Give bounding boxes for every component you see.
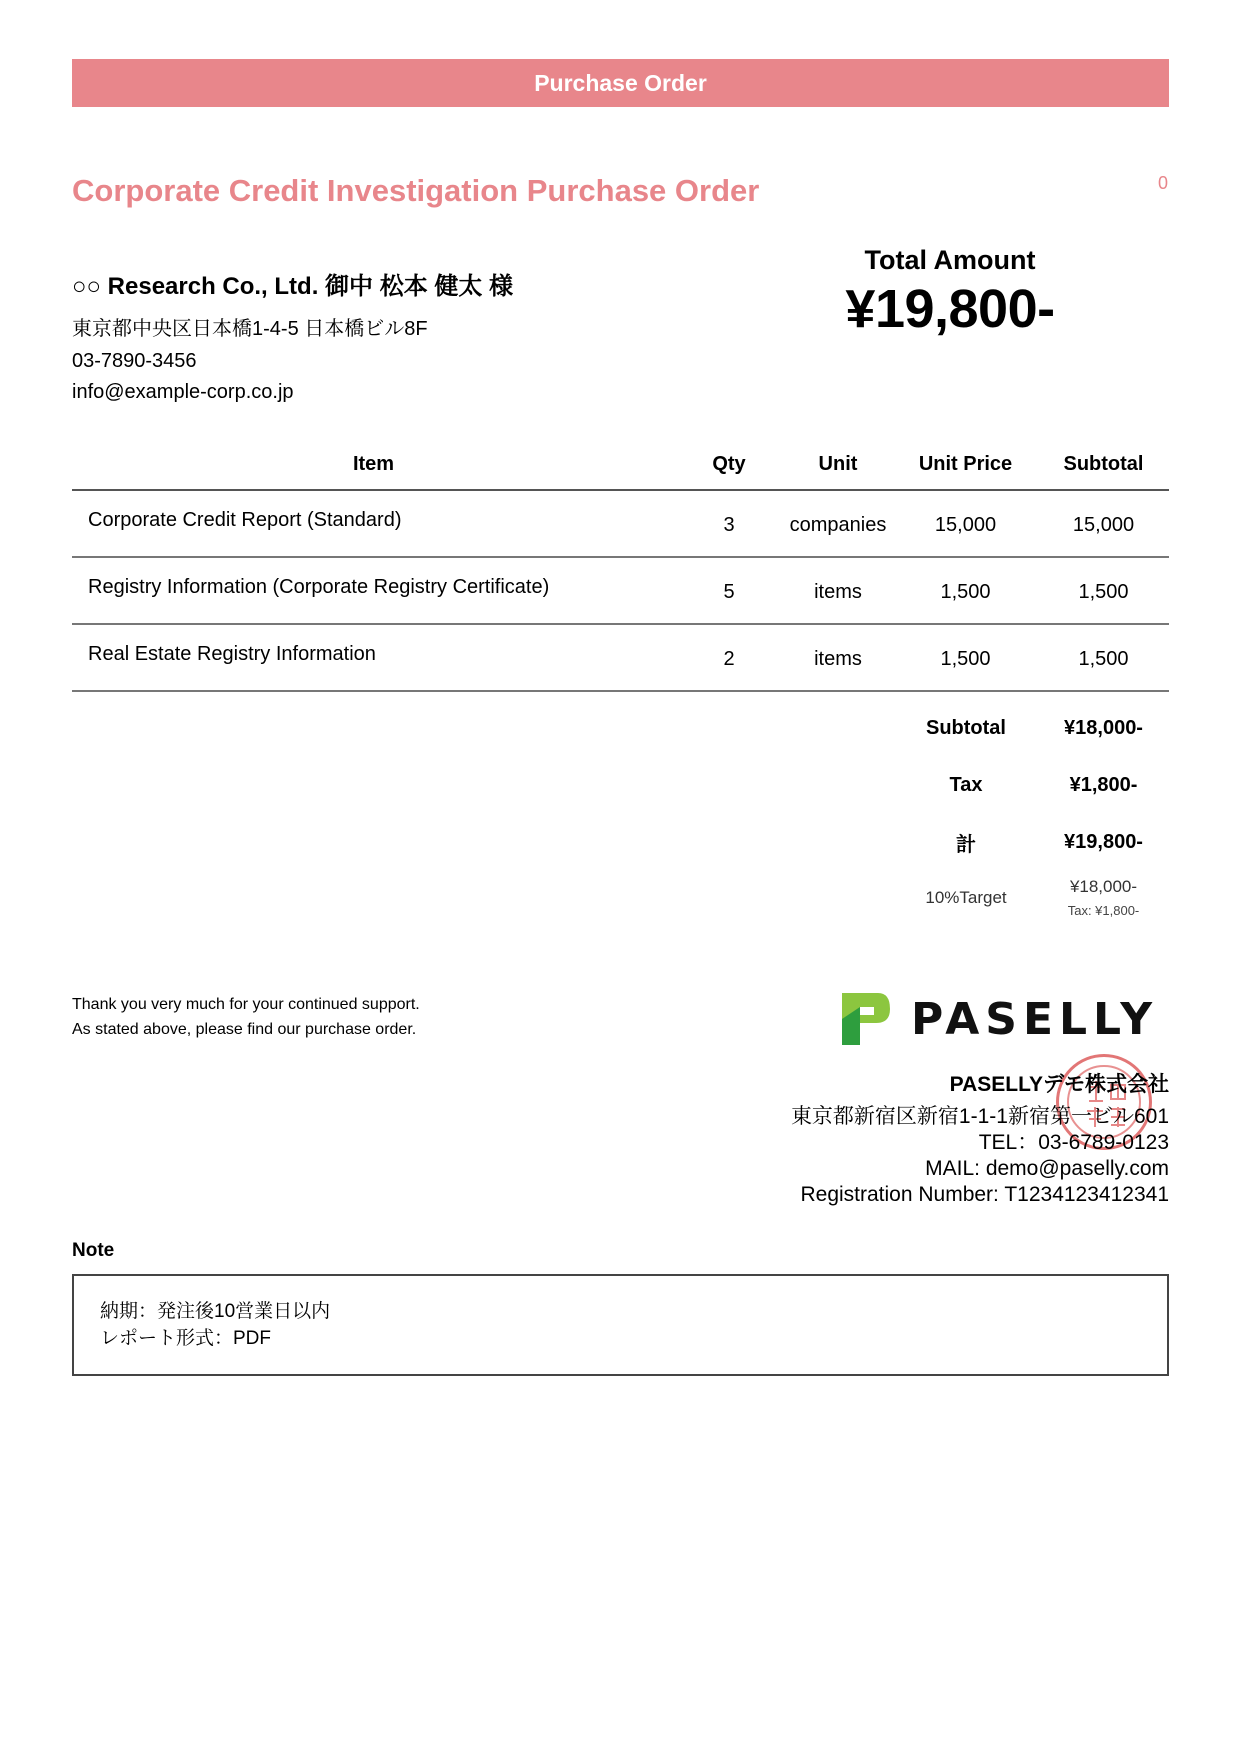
total-amount-label: Total Amount (864, 245, 1036, 275)
header-subtotal: Subtotal (1038, 440, 1169, 490)
row-item: Corporate Credit Report (Standard) (72, 490, 675, 557)
header-qty: Qty (675, 440, 783, 490)
document-number: 0 (1158, 173, 1169, 193)
summary-tax-label: Tax (949, 774, 983, 796)
row-qty: 3 (675, 490, 783, 557)
recipient-address: 東京都中央区日本橋1-4-5 日本橋ビル8F (72, 318, 428, 340)
recipient-phone: 03-7890-3456 (72, 350, 197, 372)
summary-tax-row (894, 757, 1169, 814)
table-row (72, 624, 1169, 691)
row-unit-price: 15,000 (893, 490, 1038, 557)
document-banner (72, 59, 1169, 107)
issuer-mail: MAIL: demo@paselly.com (925, 1157, 1169, 1180)
header-unit: Unit (783, 440, 893, 490)
tax-rate-label: 10%Target (925, 887, 1007, 907)
items-table (72, 440, 1169, 692)
row-subtotal: 1,500 (1038, 624, 1169, 691)
logo-text: PASELLY (911, 993, 1159, 1045)
note-box (72, 1274, 1169, 1376)
summary-tax-value: ¥1,800- (1069, 774, 1138, 796)
row-unit: items (783, 557, 893, 624)
note-line-2: レポート形式：PDF (100, 1328, 272, 1349)
tax-rate-amount: ¥18,000- (1069, 877, 1138, 896)
recipient-email: info@example-corp.co.jp (72, 381, 294, 403)
summary-subtotal-row (894, 700, 1169, 757)
note-title: Note (72, 1240, 115, 1261)
header-item: Item (72, 440, 675, 490)
paselly-logo-mark-icon (838, 989, 893, 1049)
banner-title: Purchase Order (534, 70, 707, 96)
row-qty: 5 (675, 557, 783, 624)
tax-rate-values (1038, 877, 1169, 918)
note-line-1: 納期：発注後10営業日以内 (100, 1301, 331, 1322)
tax-breakdown-row (894, 877, 1169, 918)
document-title: Corporate Credit Investigation Purchase Order (72, 173, 760, 208)
thank-you-line-2: As stated above, please find our purchase order. (72, 1021, 417, 1038)
issuer-name: PASELLYデモ株式会社 (949, 1073, 1169, 1096)
summary-total-row (894, 814, 1169, 871)
total-amount-block (820, 245, 1080, 340)
row-unit: items (783, 624, 893, 691)
row-item: Registry Information (Corporate Registry Certificate) (72, 557, 675, 624)
total-amount-value: ¥19,800- (845, 279, 1055, 339)
row-unit-price: 1,500 (893, 557, 1038, 624)
row-qty: 2 (675, 624, 783, 691)
summary-total-value: ¥19,800- (1064, 831, 1143, 853)
table-row (72, 557, 1169, 624)
tax-rate-tax: Tax: ¥1,800- (1067, 903, 1140, 918)
issuer-registration: Registration Number: T1234123412341 (800, 1183, 1169, 1206)
thank-you-line-1: Thank you very much for your continued support. (72, 996, 420, 1013)
summary-total-label: 計 (956, 834, 976, 856)
header-unit-price: Unit Price (893, 440, 1038, 490)
row-unit: companies (783, 490, 893, 557)
row-subtotal: 1,500 (1038, 557, 1169, 624)
row-item: Real Estate Registry Information (72, 624, 675, 691)
row-unit-price: 1,500 (893, 624, 1038, 691)
table-header-row (72, 440, 1169, 490)
issuer-tel: TEL：03-6789-0123 (978, 1131, 1169, 1154)
table-row (72, 490, 1169, 557)
recipient-name: ○○ Research Co., Ltd. 御中 松本 健太 様 (72, 273, 514, 300)
summary-subtotal-value: ¥18,000- (1064, 717, 1143, 739)
issuer-address: 東京都新宿区新宿1-1-1新宿第一ビル601 (790, 1105, 1169, 1128)
row-subtotal: 15,000 (1038, 490, 1169, 557)
issuer-company-block (791, 1068, 1169, 1208)
summary-block (894, 700, 1169, 918)
summary-subtotal-label: Subtotal (926, 717, 1006, 739)
thank-you-message (72, 992, 420, 1042)
issuer-logo (838, 989, 1158, 1049)
